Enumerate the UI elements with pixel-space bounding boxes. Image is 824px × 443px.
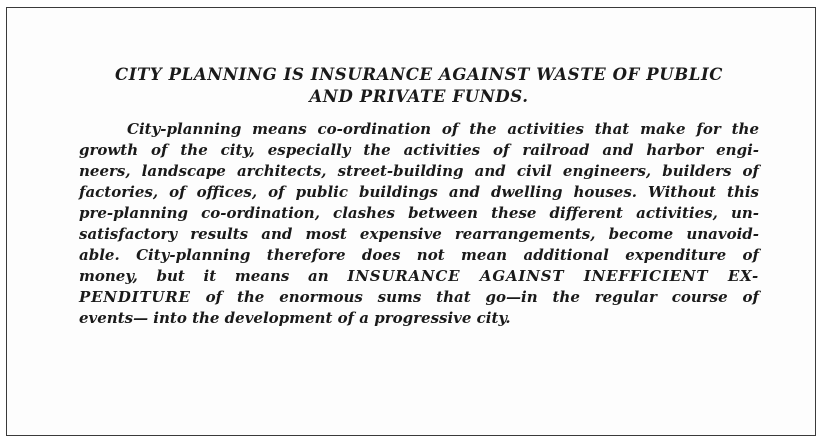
document-heading [79,64,759,108]
body-line-9-text: of the enormous sums that go—in the regular course of [190,288,759,306]
document-frame [6,7,816,436]
body-line-4: factories, of offices, of public buildings and dwelling houses. Without this [79,183,759,201]
heading-line-2: AND PRIVATE FUNDS. [309,87,529,106]
emphasis-insurance: INSURANCE AGAINST INEFFICIENT EX- [347,267,759,285]
body-line-1: City-planning means co-ordination of the activities that make for the [127,120,759,138]
body-line-6: satisfactory results and most expensive rearrangements, become unavoid- [79,225,759,243]
body-line-5: pre-planning co-ordination, clashes between these different activities, un- [79,204,759,222]
body-line-2: growth of the city, especially the activities of railroad and harbor engi- [79,141,759,159]
heading-line-1: CITY PLANNING IS INSURANCE AGAINST WASTE OF PUBLIC [114,65,724,84]
body-paragraph [79,119,759,329]
body-line-9 [79,287,759,308]
document-content [79,64,759,329]
body-line-8 [79,266,759,287]
emphasis-penditure: PENDITURE [79,288,191,306]
body-line-10: events— into the development of a progressive city. [79,309,511,327]
body-line-3: neers, landscape architects, street-building and civil engineers, builders of [79,162,759,180]
body-line-7: able. City-planning therefore does not mean additional expenditure of [79,246,759,264]
body-line-8-text: money, but it means an [79,267,329,285]
